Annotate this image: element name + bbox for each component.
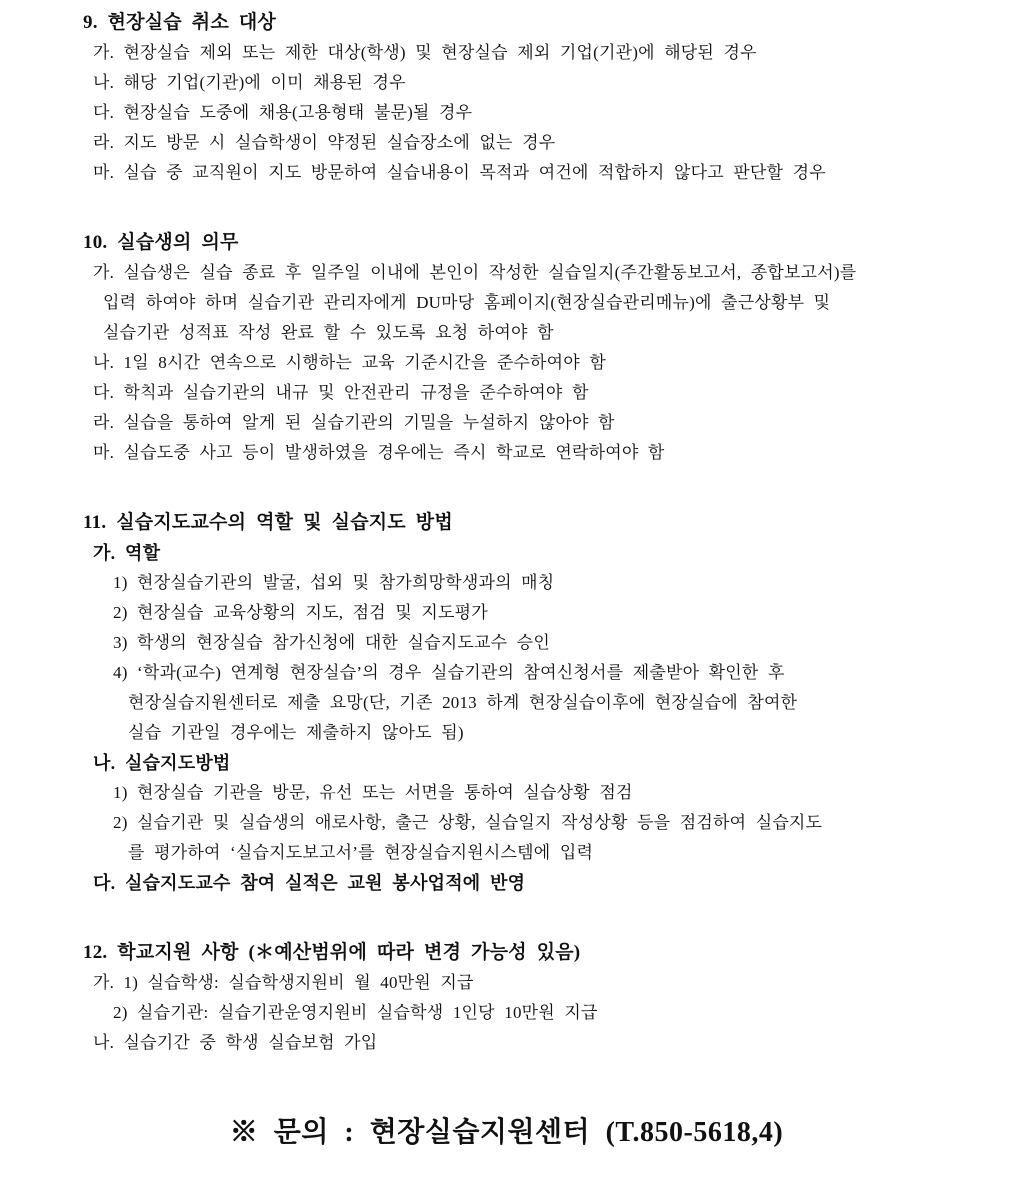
doc-line: 2) 실습기관: 실습기관운영지원비 실습학생 1인당 10만원 지급	[113, 1003, 598, 1022]
doc-line: 가. 실습생은 실습 종료 후 일주일 이내에 본인이 작성한 실습일지(주간활동보고서, 종합보고서)를	[93, 263, 857, 282]
doc-line: 가. 역할	[93, 543, 161, 563]
doc-line: 라. 지도 방문 시 실습학생이 약정된 실습장소에 없는 경우	[93, 133, 556, 152]
doc-line: 현장실습지원센터로 제출 요망(단, 기존 2013 하계 현장실습이후에 현장실습에 참여한	[128, 693, 798, 712]
section-title: 12. 학교지원 사항 (＊예산범위에 따라 변경 가능성 있음)	[83, 942, 581, 963]
doc-line: 실습 기관일 경우에는 제출하지 않아도 됨)	[128, 723, 464, 742]
section	[0, 938, 1013, 1058]
doc-line: 나. 실습지도방법	[93, 753, 231, 773]
section	[0, 228, 1013, 468]
doc-line: 라. 실습을 통하여 알게 된 실습기관의 기밀을 누설하지 않아야 함	[93, 413, 615, 432]
doc-line: 다. 실습지도교수 참여 실적은 교원 봉사업적에 반영	[93, 873, 526, 893]
doc-line: 1) 현장실습 기관을 방문, 유선 또는 서면을 통하여 실습상황 점검	[113, 783, 633, 802]
doc-line: 가. 1) 실습학생: 실습학생지원비 월 40만원 지급	[93, 973, 474, 992]
doc-line: 를 평가하여 ‘실습지도보고서’를 현장실습지원시스템에 입력	[128, 843, 594, 862]
document-body	[0, 8, 1013, 1058]
doc-line: 가. 현장실습 제외 또는 제한 대상(학생) 및 현장실습 제외 기업(기관)에 해당된 경우	[93, 43, 757, 62]
doc-line: 나. 1일 8시간 연속으로 시행하는 교육 기준시간을 준수하여야 함	[93, 353, 606, 372]
doc-line: 마. 실습 중 교직원이 지도 방문하여 실습내용이 목적과 여건에 적합하지 않다고 판단할 경우	[93, 163, 826, 182]
doc-line: 1) 현장실습기관의 발굴, 섭외 및 참가희망학생과의 매칭	[113, 573, 555, 592]
doc-line: 2) 현장실습 교육상황의 지도, 점검 및 지도평가	[113, 603, 488, 622]
doc-line: 다. 현장실습 도중에 채용(고용형태 불문)될 경우	[93, 103, 473, 122]
section-title: 11. 실습지도교수의 역할 및 실습지도 방법	[83, 512, 453, 533]
doc-line: 다. 학칙과 실습기관의 내규 및 안전관리 규정을 준수하여야 함	[93, 383, 589, 402]
section	[0, 8, 1013, 188]
doc-line: 입력 하여야 하며 실습기관 관리자에게 DU마당 홈페이지(현장실습관리메뉴)에 출근상황부 및	[103, 293, 831, 312]
doc-line: 나. 해당 기업(기관)에 이미 채용된 경우	[93, 73, 406, 92]
section-title: 9. 현장실습 취소 대상	[83, 12, 276, 33]
section	[0, 508, 1013, 898]
section-title: 10. 실습생의 의무	[83, 232, 239, 253]
doc-line: 3) 학생의 현장실습 참가신청에 대한 실습지도교수 승인	[113, 633, 550, 652]
doc-line: 나. 실습기간 중 학생 실습보험 가입	[93, 1033, 378, 1052]
doc-line: 마. 실습도중 사고 등이 발생하였을 경우에는 즉시 학교로 연락하여야 함	[93, 443, 665, 462]
contact-footer: ※ 문의 : 현장실습지원센터 (T.850-5618,4)	[229, 1117, 784, 1148]
doc-line: 2) 실습기관 및 실습생의 애로사항, 출근 상황, 실습일지 작성상황 등을 점검하여 실습지도	[113, 813, 823, 832]
doc-line: 실습기관 성적표 작성 완료 할 수 있도록 요청 하여야 함	[103, 323, 554, 342]
doc-line: 4) ‘학과(교수) 연계형 현장실습’의 경우 실습기관의 참여신청서를 제출받아 확인한 후	[113, 663, 785, 682]
